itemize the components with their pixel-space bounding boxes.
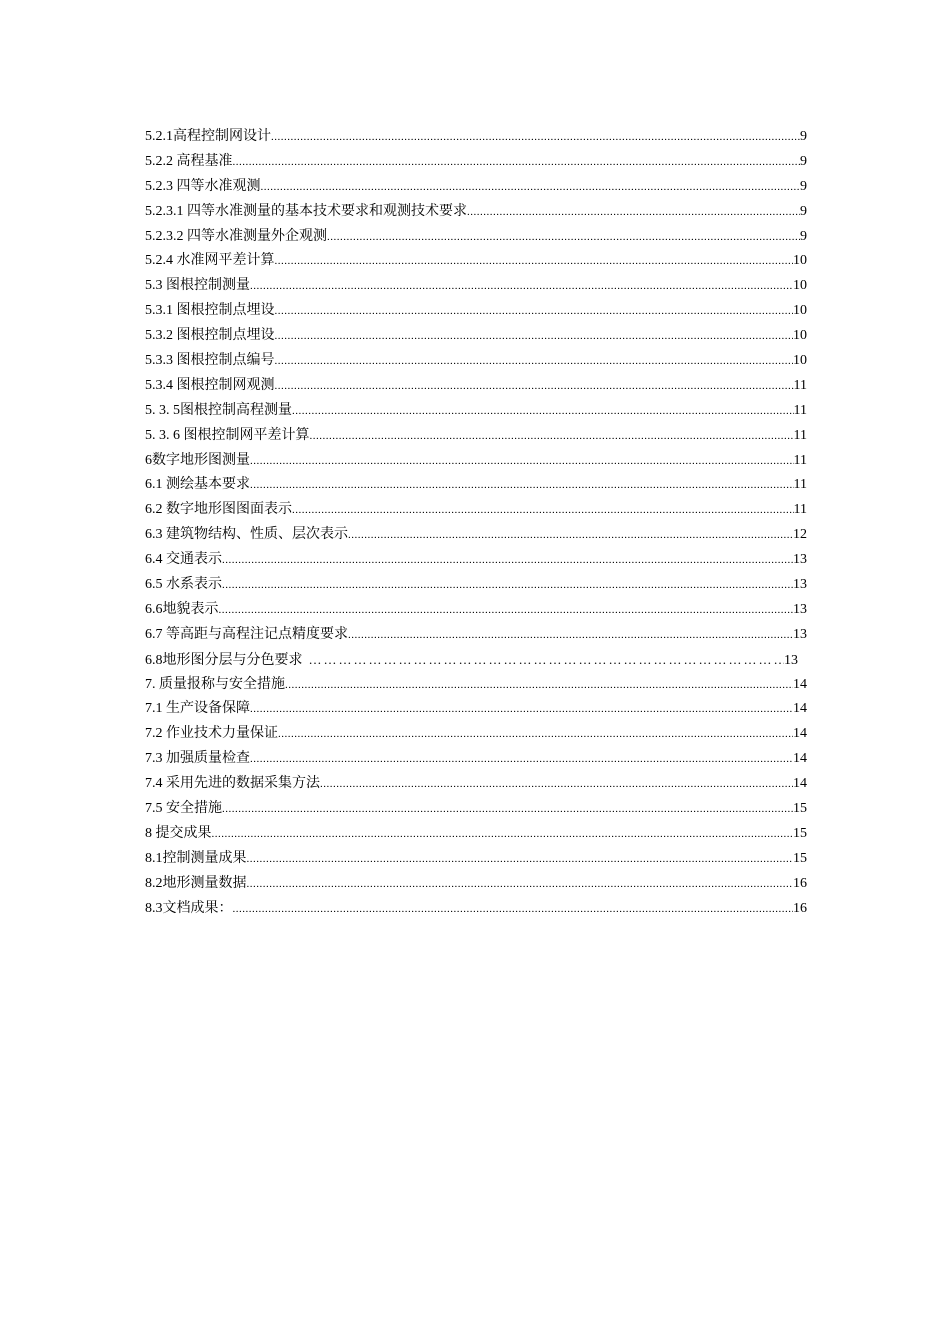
toc-leader-dots [250,473,794,498]
toc-entry[interactable] [145,424,807,449]
toc-entry[interactable] [145,449,807,474]
toc-entry[interactable] [145,349,807,374]
toc-entry-page: 14 [793,701,807,717]
toc-leader-dots [275,374,794,399]
toc-entry[interactable] [145,175,807,200]
toc-leader-dots [275,249,794,274]
toc-entry[interactable] [145,772,807,797]
toc-entry-page: 11 [793,477,807,493]
toc-entry-page: 9 [800,153,807,169]
toc-entry-page: 10 [793,278,807,294]
toc-entry-title: 5.2.3.1 四等水准测量的基本技术要求和观测技术要求 [145,203,467,219]
toc-entry[interactable] [145,697,807,722]
toc-leader-dots [247,847,794,872]
toc-entry-page: 10 [793,253,807,269]
toc-entry-page: 14 [793,776,807,792]
toc-entry-page: 13 [793,601,807,617]
toc-entry-title: 8.3文档成果： [145,900,233,916]
toc-entry-title: 5.2.4 水准网平差计算 [145,253,275,269]
toc-entry[interactable] [145,573,807,598]
toc-leader-dots [275,349,794,374]
toc-entry-page: 9 [800,228,807,244]
toc-leader-dots [275,324,794,349]
toc-leader-dots [212,822,794,847]
toc-entry-page: 11 [793,402,807,418]
toc-entry-title: 7. 质量报称与安全措施 [145,676,285,692]
toc-leader-dots [250,274,793,299]
toc-entry[interactable] [145,747,807,772]
toc-entry[interactable] [145,722,807,747]
toc-entry-page: 14 [793,726,807,742]
toc-entry-title: 5.3 图根控制测量 [145,278,250,294]
toc-leader-dots [275,299,794,324]
toc-entry-title: 6.8地形图分层与分色要求 [145,652,303,668]
toc-leader-dots [285,673,793,698]
toc-leader-dots [250,747,793,772]
toc-leader-dots [250,449,794,474]
toc-leader-dots [320,772,793,797]
toc-entry[interactable] [145,498,807,523]
toc-entry-page: 11 [793,427,807,443]
toc-entry[interactable] [145,299,807,324]
toc-entry[interactable] [145,473,807,498]
toc-entry-title: 5.3.4 图根控制网观测 [145,377,275,393]
toc-entry[interactable] [145,548,807,573]
toc-entry[interactable] [145,648,807,673]
toc-leader-dots [292,498,794,523]
toc-entry-title: 6.5 水系表示 [145,577,222,593]
toc-entry-title: 5.2.2 高程基准 [145,153,233,169]
toc-leader-dots [327,225,800,250]
toc-entry[interactable] [145,847,807,872]
toc-entry-title: 6.7 等高距与高程注记点精度要求 [145,626,348,642]
toc-entry-title: 8.1控制测量成果 [145,850,247,866]
toc-entry-title: 6.2 数字地形图图面表示 [145,502,292,518]
toc-entry-title: 5. 3. 6 图根控制网平差计算 [145,427,310,443]
toc-entry[interactable] [145,399,807,424]
toc-entry-title: 6.4 交通表示 [145,552,222,568]
toc-entry-page: 9 [800,203,807,219]
toc-entry-page: 15 [793,801,807,817]
toc-entry[interactable] [145,324,807,349]
toc-entry-page: 11 [793,377,807,393]
toc-entry-title: 7.2 作业技术力量保证 [145,726,278,742]
toc-entry-page: 12 [793,527,807,543]
toc-entry-title: 5.2.3 四等水准观测 [145,178,261,194]
toc-leader-dots [467,200,800,225]
toc-leader-dots [250,697,793,722]
toc-entry-title: 8.2地形测量数据 [145,875,247,891]
toc-entry-title: 5.2.1高程控制网设计 [145,129,271,144]
toc-leader-dots [222,548,793,573]
toc-entry-page: 9 [800,178,807,194]
toc-leader-dots [233,897,794,922]
toc-entry[interactable] [145,822,807,847]
toc-entry[interactable] [145,125,807,150]
toc-entry-page: 13 [784,652,798,668]
toc-entry-title: 5.3.2 图根控制点埋设 [145,328,275,344]
toc-entry[interactable] [145,623,807,648]
toc-entry-page: 9 [800,129,807,144]
toc-entry-page: 10 [793,328,807,344]
toc-leader-dots [348,523,793,548]
toc-entry-page: 15 [793,850,807,866]
toc-leader-dots [310,424,794,449]
toc-entry-title: 7.4 采用先进的数据采集方法 [145,776,320,792]
toc-entry-page: 14 [793,751,807,767]
toc-entry-page: 14 [793,676,807,692]
toc-entry[interactable] [145,200,807,225]
toc-entry[interactable] [145,797,807,822]
toc-entry-title: 5. 3. 5图根控制高程测量 [145,402,292,418]
toc-entry-title: 6.1 测绘基本要求 [145,477,250,493]
toc-leader-dots [271,125,800,150]
toc-entry[interactable] [145,897,807,922]
toc-entry[interactable] [145,523,807,548]
toc-entry-title: 6.6地貌表示 [145,601,219,617]
toc-leader-dots [278,722,793,747]
toc-entry-page: 10 [793,303,807,319]
toc-entry[interactable] [145,872,807,897]
toc-entry-page: 11 [793,452,807,468]
toc-leader-dots [222,797,793,822]
toc-entry[interactable] [145,274,807,299]
toc-entry-page: 11 [793,502,807,518]
toc-entry-title: 7.5 安全措施 [145,801,222,817]
toc-entry[interactable] [145,150,807,175]
toc-entry-title: 6数字地形图测量 [145,452,250,468]
toc-entry[interactable] [145,598,807,623]
toc-entry-page: 13 [793,577,807,593]
toc-entry-page: 10 [793,353,807,369]
toc-entry-title: 7.3 加强质量检查 [145,751,250,767]
toc-leader-dots [348,623,793,648]
toc-leader-dots [233,150,801,175]
toc-entry[interactable] [145,249,807,274]
toc-leader-dots [309,648,785,673]
toc-entry-page: 13 [793,626,807,642]
toc-entry[interactable] [145,225,807,250]
toc-entry-title: 6.3 建筑物结构、性质、层次表示 [145,527,348,543]
toc-leader-dots [222,573,793,598]
toc-entry-title: 7.1 生产设备保障 [145,701,250,717]
toc-entry-title: 5.2.3.2 四等水准测量外企观测 [145,228,327,244]
toc-entry[interactable] [145,673,807,698]
toc-entry-page: 13 [793,552,807,568]
toc-entry-page: 15 [793,825,807,841]
toc-entry-page: 16 [793,900,807,916]
toc-entry-title: 5.3.1 图根控制点埋设 [145,303,275,319]
toc-leader-dots [261,175,801,200]
toc-entry-title: 8 提交成果 [145,825,212,841]
table-of-contents [145,125,807,922]
toc-leader-dots [247,872,794,897]
toc-leader-dots [219,598,794,623]
toc-entry-page: 16 [793,875,807,891]
toc-entry[interactable] [145,374,807,399]
toc-leader-dots [292,399,794,424]
toc-entry-title: 5.3.3 图根控制点编号 [145,353,275,369]
